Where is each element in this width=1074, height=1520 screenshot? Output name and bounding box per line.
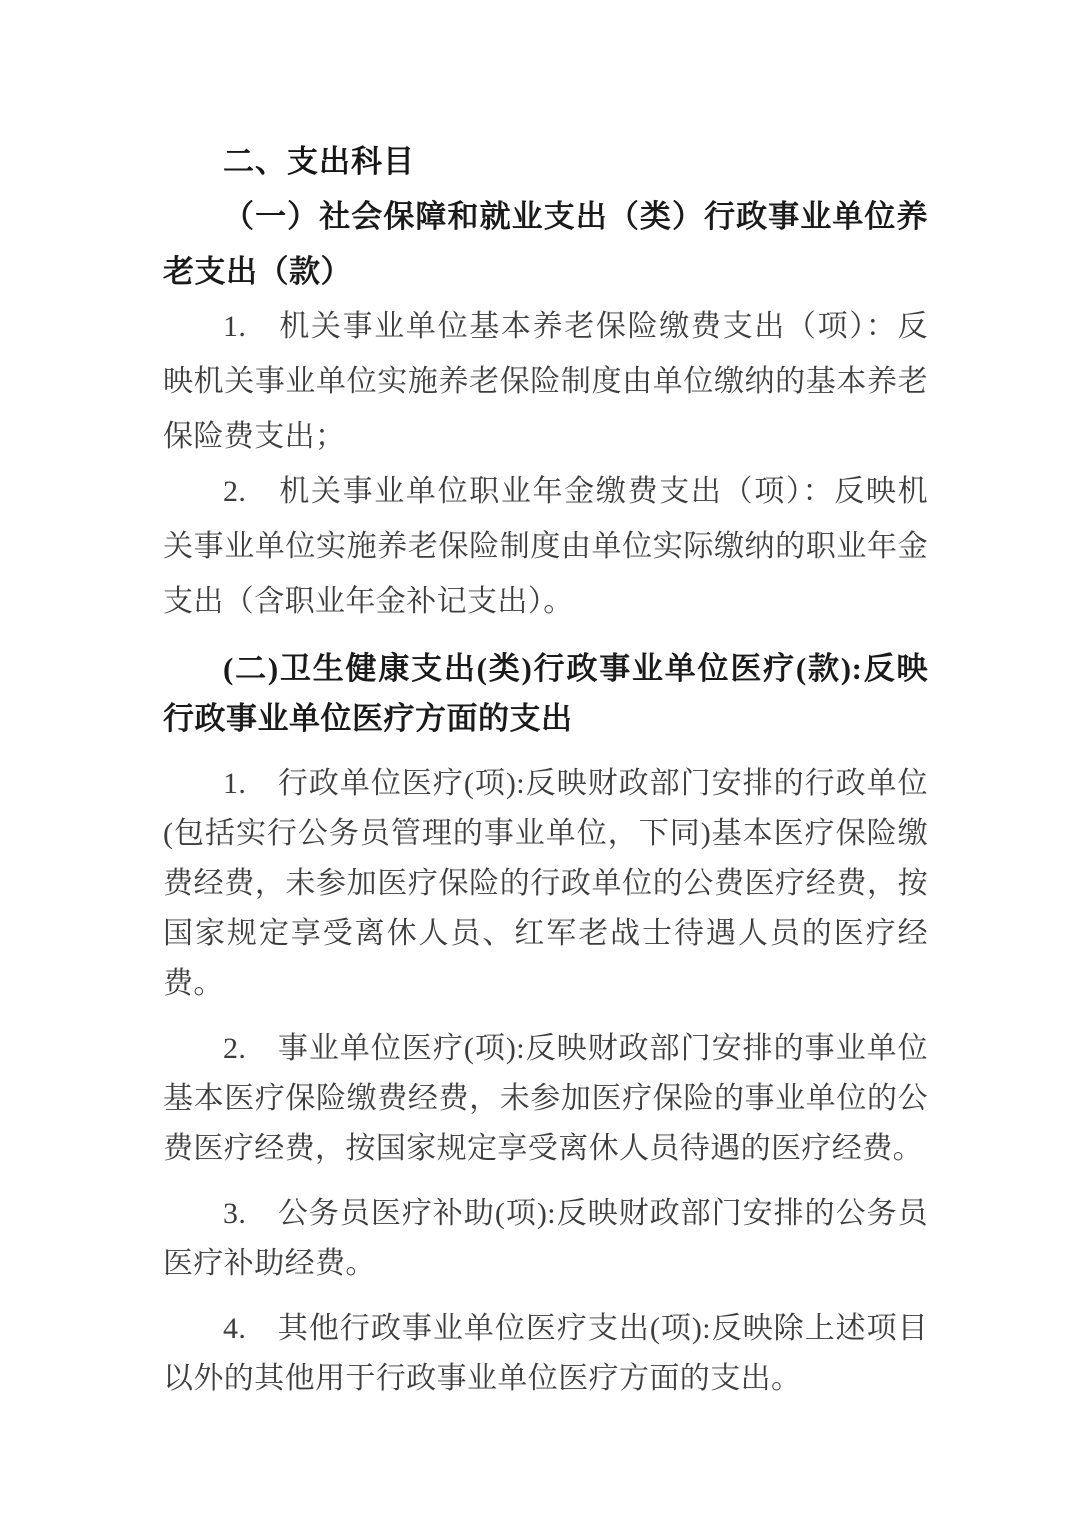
section-1-item-2: 2. 机关事业单位职业年金缴费支出（项）：反映机关事业单位实施养老保险制度由单位实际缴纳的职业年金支出（含职业年金补记支出）。 [163, 475, 928, 618]
section-2-item-3: 3. 公务员医疗补助(项):反映财政部门安排的公务员医疗补助经费。 [163, 1197, 928, 1280]
doc-title: 二、支出科目 [223, 144, 415, 179]
section-health [163, 644, 928, 1404]
section-1-heading: （一）社会保障和就业支出（类）行政事业单位养老支出（款） [163, 199, 928, 289]
section-2-item-4: 4. 其他行政事业单位医疗支出(项):反映除上述项目以外的其他用于行政事业单位医疗方面的支出。 [163, 1312, 928, 1395]
section-1-item-1: 1. 机关事业单位基本养老保险缴费支出（项）：反映机关事业单位实施养老保险制度由单位缴纳的基本养老保险费支出； [163, 310, 928, 453]
section-2-item-2: 2. 事业单位医疗(项):反映财政部门安排的事业单位基本医疗保险缴费经费，未参加医疗保险的事业单位的公费医疗经费，按国家规定享受离休人员待遇的医疗经费。 [163, 1032, 928, 1165]
section-2-heading: (二)卫生健康支出(类)行政事业单位医疗(款):反映行政事业单位医疗方面的支出 [163, 651, 928, 736]
section-2-item-1: 1. 行政单位医疗(项):反映财政部门安排的行政单位(包括实行公务员管理的事业单位，下同)基本医疗保险缴费经费，未参加医疗保险的行政单位的公费医疗经费，按国家规定享受离休人员、红军老战士待遇人员的医疗经费。 [163, 767, 928, 1000]
section-social-security [163, 189, 928, 629]
